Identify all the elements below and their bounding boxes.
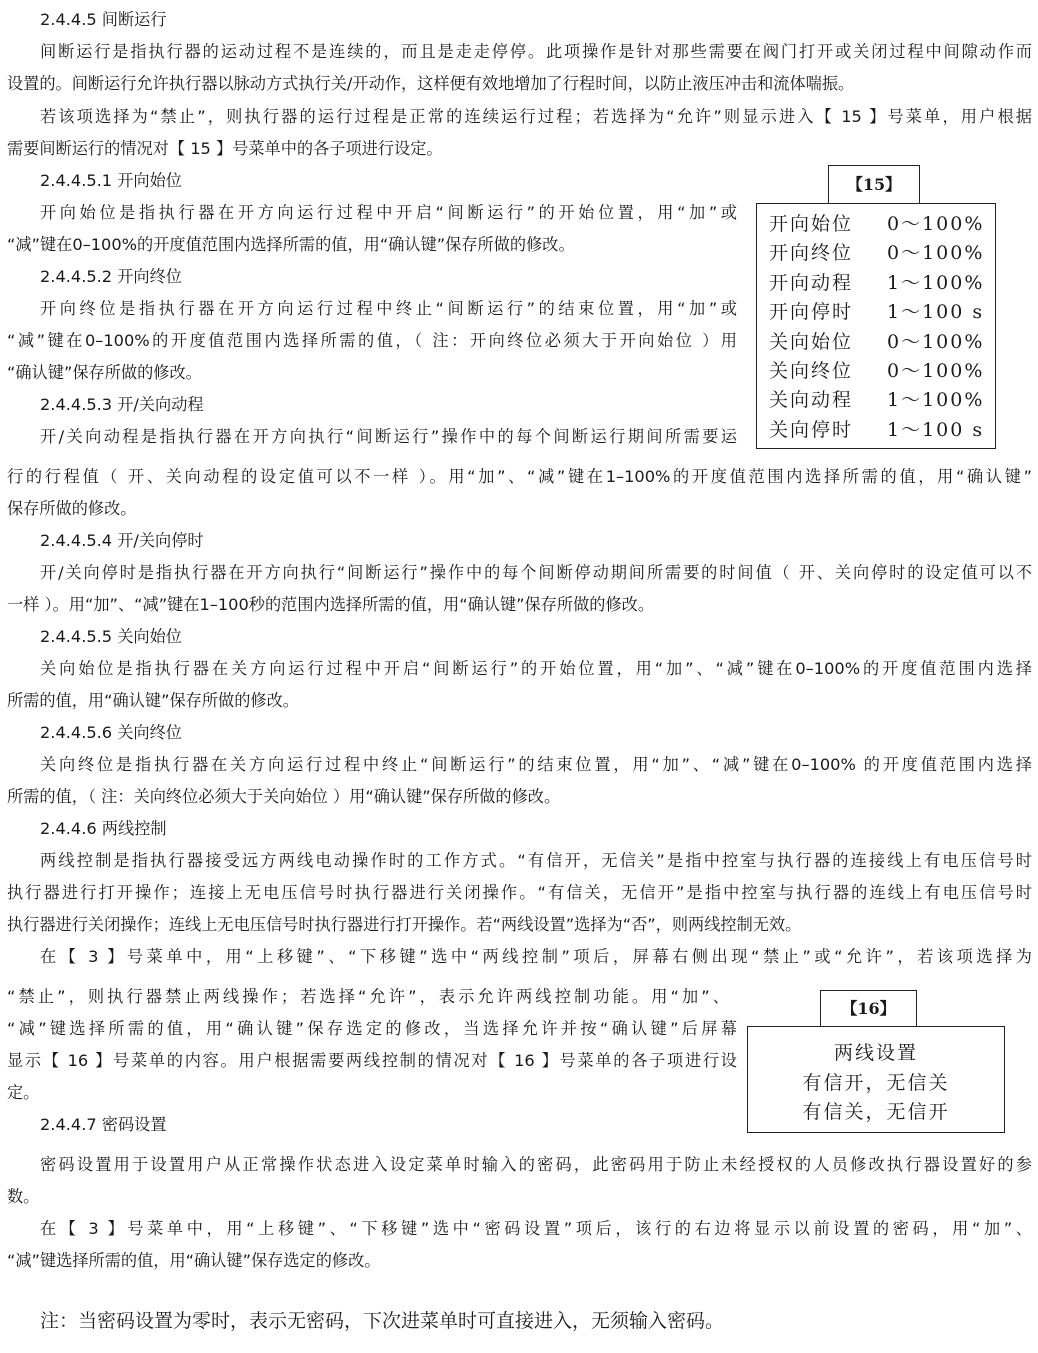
menu-16-item: 有信关，无信开 <box>802 1101 950 1123</box>
menu-15-item <box>769 239 995 268</box>
menu-15-item-range: 1～100 s <box>887 418 985 441</box>
menu-15-item-name: 开向始位 <box>769 213 854 235</box>
menu-15-item-range: 0～100% <box>887 213 985 235</box>
paragraph-line: 关向终位是指执行器在关方向运行过程中终止“间断运行”的结束位置，用“加”、“减”键在0–100% 的开度值范围内选择 <box>40 755 1032 774</box>
menu-15-item-range: 0～100% <box>887 359 985 382</box>
menu-15-item-range: 1～100 s <box>887 301 985 324</box>
menu-15-item-range: 1～100% <box>887 271 985 294</box>
paragraph-line: 需要间断运行的情况对【 15 】号菜单中的各子项进行设定。 <box>7 139 443 158</box>
paragraph-line: 数。 <box>7 1187 40 1206</box>
heading-2-4-4-5-6: 2.4.4.5.6 关向终位 <box>40 723 182 742</box>
paragraph-line: 保存所做的修改。 <box>7 499 137 518</box>
heading-2-4-4-5: 2.4.4.5 间断运行 <box>40 10 167 29</box>
paragraph-line: 执行器进行打开操作；连接上无电压信号时执行器进行关闭操作。“有信关，无信开”是指中控室与执行器的连线上有电压信号时 <box>7 883 1032 902</box>
menu-16-item: 有信开，无信关 <box>802 1071 950 1094</box>
menu-15-item-range: 0～100% <box>887 330 985 353</box>
heading-2-4-4-5-4: 2.4.4.5.4 开/关向停时 <box>40 531 204 550</box>
note: 注：当密码设置为零时，表示无密码，下次进菜单时可直接进入，无须输入密码。 <box>40 1310 725 1332</box>
paragraph-line: 密码设置用于设置用户从正常操作状态进入设定菜单时输入的密码，此密码用于防止未经授权的人员修改执行器设置好的参 <box>40 1155 1032 1174</box>
heading-2-4-4-7: 2.4.4.7 密码设置 <box>40 1115 167 1134</box>
paragraph-line: “确认键”保存所做的修改。 <box>7 363 202 382</box>
menu-15-item-name: 开向停时 <box>769 301 854 324</box>
menu-15-item <box>769 416 995 445</box>
paragraph-line: 开向终位是指执行器在开方向运行过程中终止“间断运行”的结束位置，用“加”或 <box>40 299 737 318</box>
heading-2-4-4-5-1: 2.4.4.5.1 开向始位 <box>40 171 182 190</box>
paragraph-line: 显示【 16 】号菜单的内容。用户根据需要两线控制的情况对【 16 】号菜单的各子项进行设 <box>7 1051 737 1070</box>
menu-16-tab: 【16】 <box>820 990 917 1027</box>
menu-15-item <box>769 386 995 415</box>
menu-15-item-range: 0～100% <box>887 242 985 265</box>
paragraph-line: 若该项选择为“禁止”，则执行器的运行过程是正常的连续运行过程；若选择为“允许”则显示进入【 15 】号菜单，用户根据 <box>40 107 1032 126</box>
paragraph-line: 设置的。间断运行允许执行器以脉动方式执行关/开动作，这样便有效地增加了行程时间，以防止液压冲击和流体喘振。 <box>7 74 855 93</box>
paragraph-line: 开向始位是指执行器在开方向运行过程中开启“间断运行”的开始位置，用“加”或 <box>40 203 737 222</box>
paragraph-line: “减”键在0–100%的开度值范围内选择所需的值，（ 注：开向终位必须大于开向始位 ）用 <box>7 331 737 350</box>
paragraph-line: 开/关向动程是指执行器在开方向执行“间断运行”操作中的每个间断运行期间所需要运 <box>40 427 737 446</box>
menu-16-list <box>748 1039 1004 1128</box>
menu-15-tab: 【15】 <box>828 165 920 204</box>
menu-15-item-name: 关向停时 <box>769 418 854 441</box>
paragraph-line: “减”键选择所需的值，用“确认键”保存选定的修改。 <box>7 1251 381 1270</box>
menu-15-item <box>769 210 995 239</box>
menu-15-item-name: 开向终位 <box>769 242 854 265</box>
paragraph-line: 所需的值，（ 注：关向终位必须大于关向始位 ）用“确认键”保存所做的修改。 <box>7 787 561 806</box>
menu-15-item-name: 关向始位 <box>769 330 854 353</box>
paragraph-line: “减”键在0–100%的开度值范围内选择所需的值，用“确认键”保存所做的修改。 <box>7 235 575 254</box>
paragraph-line: 所需的值，用“确认键”保存所做的修改。 <box>7 691 299 710</box>
menu-15-item <box>769 328 995 357</box>
heading-2-4-4-6: 2.4.4.6 两线控制 <box>40 819 167 838</box>
menu-15-item-name: 关向终位 <box>769 359 854 382</box>
paragraph-line: 行的行程值（ 开、关向动程的设定值可以不一样 ）。用“加”、“减”键在1–100%的开度值范围内选择所需的值，用“确认键” <box>7 467 1032 486</box>
menu-15-item-range: 1～100% <box>887 389 985 412</box>
heading-2-4-4-5-2: 2.4.4.5.2 开向终位 <box>40 267 182 286</box>
paragraph-line: 间断运行是指执行器的运动过程不是连续的，而且是走走停停。此项操作是针对那些需要在阀门打开或关闭过程中间隙动作而 <box>40 42 1032 61</box>
menu-15-item-name: 关向动程 <box>769 389 854 412</box>
menu-15-item <box>769 298 995 327</box>
paragraph-line: 在【 3 】号菜单中，用“上移键”、“下移键”选中“密码设置”项后，该行的右边将显示以前设置的密码，用“加”、 <box>40 1219 1032 1238</box>
paragraph-line: 执行器进行关闭操作；连线上无电压信号时执行器进行打开操作。若“两线设置”选择为“否”，则两线控制无效。 <box>7 915 802 934</box>
paragraph-line: 关向始位是指执行器在关方向运行过程中开启“间断运行”的开始位置，用“加”、“减”键在0–100%的开度值范围内选择 <box>40 659 1032 678</box>
menu-15-item <box>769 269 995 298</box>
paragraph-line: 定。 <box>7 1083 40 1102</box>
menu-15-list <box>769 210 995 445</box>
paragraph-line: “减”键选择所需的值，用“确认键”保存选定的修改，当选择允许并按“确认键”后屏幕 <box>7 1019 737 1038</box>
paragraph-line: 在【 3 】号菜单中，用“上移键”、“下移键”选中“两线控制”项后，屏幕右侧出现“禁止”或“允许”，若该项选择为 <box>40 947 1032 966</box>
paragraph-line: 两线控制是指执行器接受远方两线电动操作时的工作方式。“有信开，无信关”是指中控室与执行器的连接线上有电压信号时 <box>40 851 1032 870</box>
paragraph-line: “禁止”，则执行器禁止两线操作；若选择“允许”，表示允许两线控制功能。用“加”、 <box>7 987 729 1006</box>
heading-2-4-4-5-5: 2.4.4.5.5 关向始位 <box>40 627 182 646</box>
menu-15-panel <box>756 203 996 449</box>
heading-2-4-4-5-3: 2.4.4.5.3 开/关向动程 <box>40 395 204 414</box>
menu-16-item: 两线设置 <box>833 1042 918 1064</box>
paragraph-line: 一样 ）。用“加”、“减”键在1–100秒的范围内选择所需的值，用“确认键”保存所做的修改。 <box>7 595 655 614</box>
menu-16-panel <box>747 1026 1005 1133</box>
menu-15-item-name: 开向动程 <box>769 271 854 294</box>
paragraph-line: 开/关向停时是指执行器在开方向执行“间断运行”操作中的每个间断停动期间所需要的时间值（ 开、关向停时的设定值可以不 <box>40 563 1032 582</box>
menu-15-item <box>769 357 995 386</box>
